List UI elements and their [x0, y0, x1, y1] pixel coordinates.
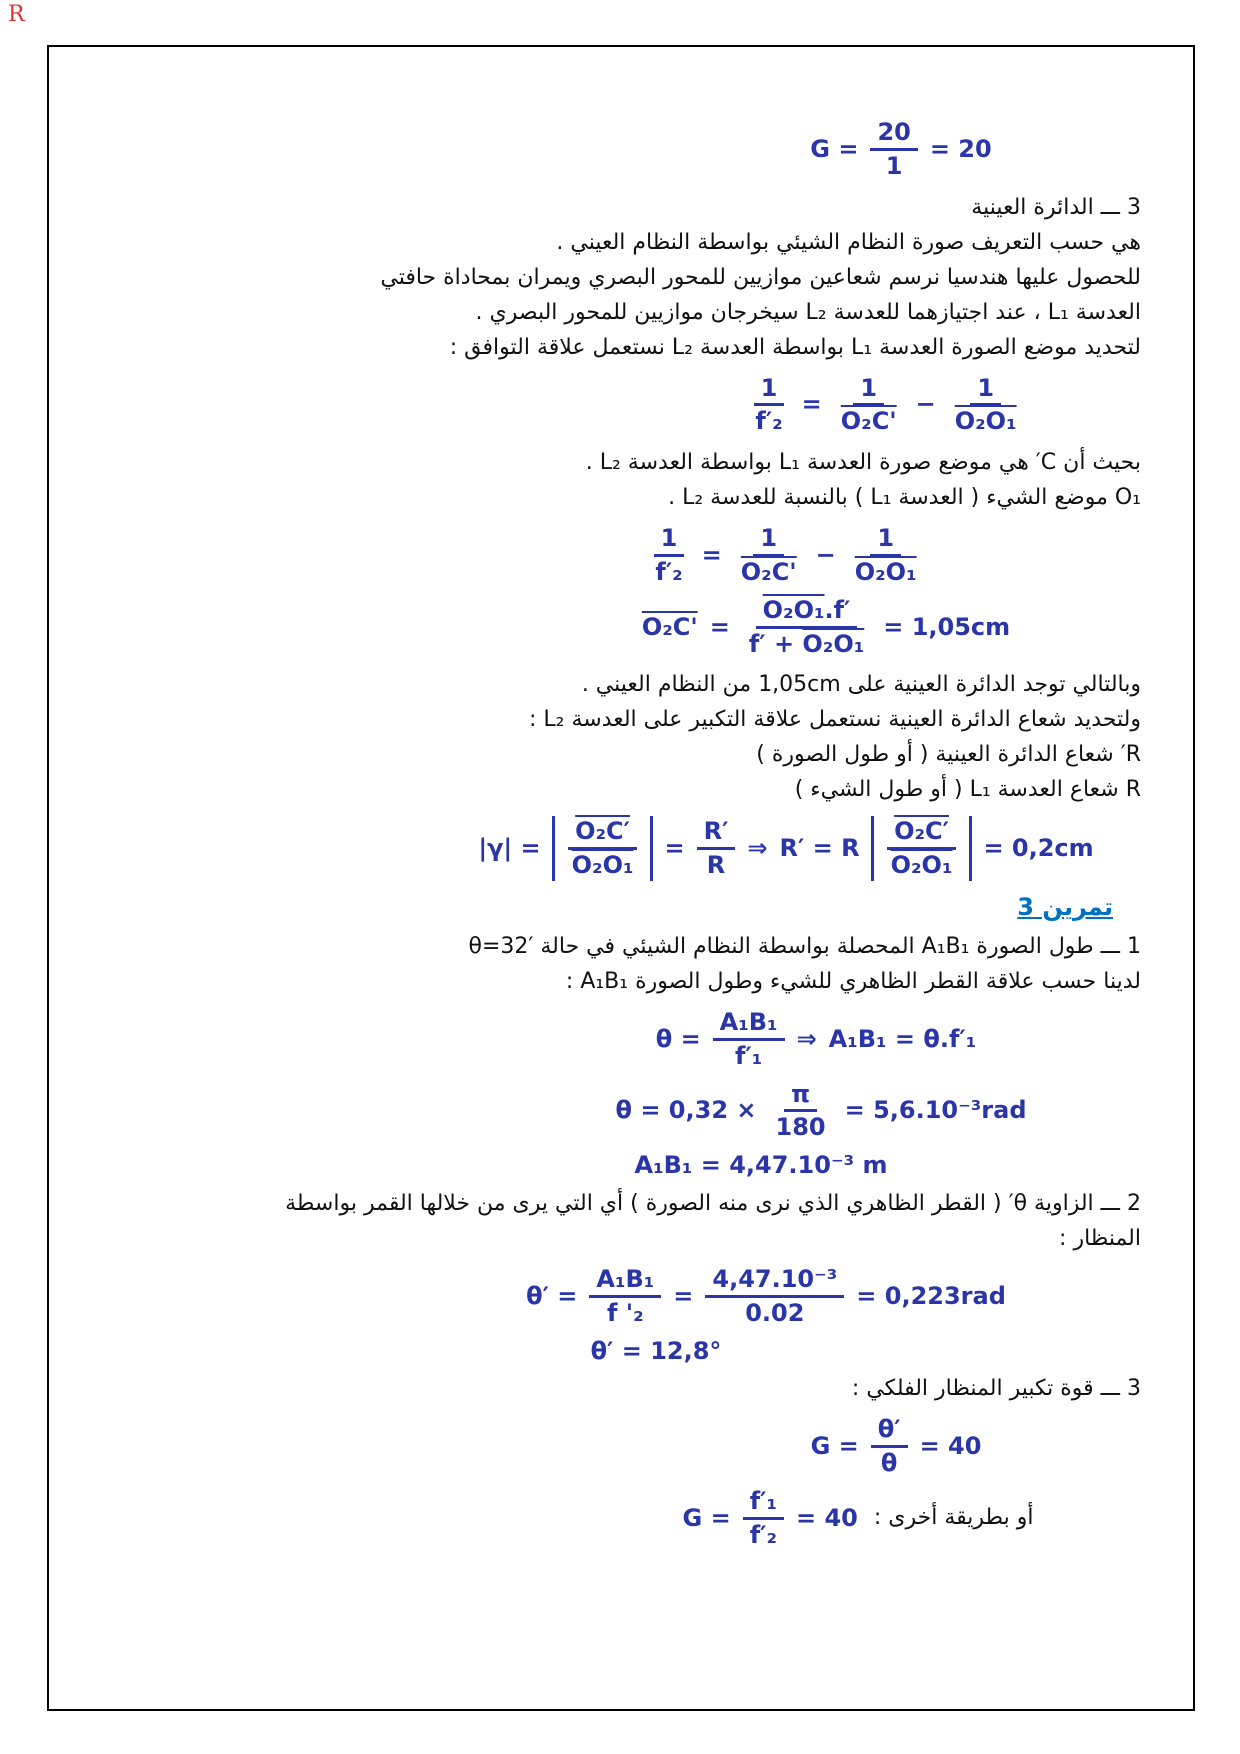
math-token: O₂O₁	[854, 557, 917, 586]
formula-g-40	[376, 1415, 1240, 1478]
math-token: θ′ =	[526, 1281, 578, 1310]
math-token: =	[701, 541, 722, 570]
math-token: O₂C′	[575, 817, 630, 846]
fraction-denominator	[743, 1520, 784, 1550]
math-token: =	[801, 390, 822, 419]
absolute-value	[871, 816, 973, 881]
fraction	[871, 1415, 908, 1478]
math-token: A₁B₁ = θ.f′₁	[828, 1024, 977, 1053]
math-token: =	[673, 1281, 694, 1310]
fraction	[948, 374, 1024, 437]
math-token: = 0,2cm	[983, 834, 1094, 863]
math-token: A₁B₁	[719, 1007, 778, 1036]
fraction-numerator	[568, 817, 637, 850]
fraction-denominator	[728, 1041, 769, 1071]
math-token: O₂O₁	[762, 595, 825, 624]
fraction-denominator	[738, 1298, 811, 1328]
math-token: G =	[810, 134, 859, 163]
fraction-numerator	[713, 1008, 785, 1041]
fraction	[713, 1008, 785, 1071]
math-token: θ = 0,32 ×	[615, 1096, 757, 1125]
math-token: R	[706, 851, 726, 880]
fraction-numerator	[697, 817, 736, 850]
fraction-numerator	[743, 1487, 784, 1520]
fraction-denominator	[834, 406, 904, 436]
math-token: O₂O₁	[954, 407, 1017, 436]
alt-method-label: أو بطريقة أخرى :	[873, 1505, 1034, 1531]
fraction-numerator	[887, 817, 956, 850]
math-token: 1	[860, 373, 878, 402]
math-token: |γ| =	[478, 834, 541, 863]
exercise3-heading: تمرين 3	[1017, 892, 1113, 921]
math-token: 1	[885, 151, 903, 180]
formula-image-position	[306, 596, 1240, 659]
fraction	[734, 524, 804, 587]
fraction-denominator	[769, 1112, 833, 1142]
page-border-frame	[47, 45, 1195, 1711]
formula-conjugation-2	[266, 524, 1240, 587]
fraction-numerator	[870, 524, 901, 557]
math-token: f′₁	[734, 1041, 763, 1070]
math-token: 1	[760, 373, 778, 402]
math-token: G =	[682, 1503, 731, 1532]
fraction	[884, 817, 960, 880]
fraction-numerator	[784, 1080, 817, 1113]
fraction	[648, 524, 689, 587]
math-token: O₂C'	[641, 612, 698, 641]
fraction-denominator	[565, 850, 641, 880]
math-token: = 40	[919, 1432, 982, 1461]
fraction	[769, 1080, 833, 1143]
math-token: A₁B₁ = 4,47.10⁻³ m	[634, 1151, 888, 1180]
formula-a1b1-value	[241, 1151, 1240, 1180]
fraction-numerator	[705, 1265, 844, 1298]
math-token: f '₂	[606, 1298, 644, 1327]
fraction	[743, 1487, 784, 1550]
paragraph-result-105: وبالتالي توجد الدائرة العينية على 1,05cm من النظام العيني .	[581, 672, 1141, 698]
fraction	[565, 817, 641, 880]
fraction-numerator	[654, 524, 685, 557]
fraction-denominator	[848, 557, 924, 587]
math-token: O₂C'	[840, 407, 897, 436]
paragraph-radius: ولتحديد شعاع الدائرة العينية نستعمل علاقة التكبير على العدسة L₂ :	[528, 707, 1141, 733]
fraction-numerator	[589, 1265, 661, 1298]
absolute-value	[552, 816, 654, 881]
paragraph-r: R شعاع العدسة L₁ ( أو طول الشيء )	[794, 777, 1141, 803]
math-token: 4,47.10⁻³	[712, 1264, 838, 1293]
formula-theta-prime	[246, 1265, 1240, 1328]
paragraph-o1: O₁ موضع الشيء ( العدسة L₁ ) بالنسبة للعدسة L₂ .	[668, 485, 1141, 511]
math-token: O₂O₁	[802, 629, 865, 658]
fraction-denominator	[948, 406, 1024, 436]
paragraph-position: لتحديد موضع الصورة العدسة L₁ بواسطة العدسة L₂ نستعمل علاقة التوافق :	[449, 334, 1141, 360]
fraction-denominator	[884, 850, 960, 880]
fraction	[848, 524, 924, 587]
formula-theta-value	[301, 1080, 1240, 1143]
paragraph-construction-2: العدسة L₁ ، عند اجتيازهما للعدسة L₂ سيخرجان موازيين للمحور البصري .	[475, 299, 1141, 325]
fraction	[589, 1265, 661, 1328]
paragraph-question3: 3 ـــ قوة تكبير المنظار الفلكي :	[851, 1376, 1141, 1402]
math-token: 1	[977, 373, 995, 402]
fraction-denominator	[742, 629, 871, 659]
fraction-denominator	[648, 557, 689, 587]
paragraph-construction-1: للحصول عليها هندسيا نرسم شعاعين موازيين للمحور البصري ويمران بمحاداة حافتي	[380, 264, 1141, 290]
math-token: f′₁	[749, 1486, 777, 1515]
paragraph-c-prime: بحيث أن C′ هي موضع صورة العدسة L₁ بواسطة العدسة L₂ .	[585, 450, 1141, 476]
fraction-numerator	[970, 374, 1001, 407]
implies-arrow: ⇒	[747, 834, 768, 863]
math-token: =	[664, 834, 685, 863]
math-token: θ	[880, 1449, 898, 1478]
math-token: π	[791, 1079, 811, 1108]
math-token: O₂C'	[740, 557, 797, 586]
math-token: θ′ = 12,8°	[590, 1336, 722, 1365]
math-token: 180	[775, 1113, 826, 1142]
math-token: G =	[810, 1432, 859, 1461]
math-token: = 1,05cm	[883, 612, 1011, 641]
math-token: θ′	[877, 1415, 901, 1444]
paragraph-definition: هي حسب التعريف صورة النظام الشيئي بواسطة النظام العيني .	[556, 229, 1141, 255]
math-token: 1	[660, 524, 678, 553]
section3-heading: 3 ـــ الدائرة العينية	[971, 194, 1141, 220]
implies-arrow: ⇒	[796, 1024, 817, 1053]
fraction	[834, 374, 904, 437]
page-content	[49, 47, 1193, 1709]
paragraph-question1: 1 ـــ طول الصورة A₁B₁ المحصلة بواسطة النظام الشيئي في حالة θ=32′	[468, 933, 1141, 959]
fraction	[870, 118, 917, 181]
paragraph-question1b: لدينا حسب علاقة القطر الظاهري للشيء وطول الصورة A₁B₁ :	[565, 968, 1141, 994]
paragraph-question2: 2 ـــ الزاوية θ′ ( القطر الظاهري الذي نرى منه الصورة ) أي التي يرى من خلالها القمر بواسطة	[285, 1190, 1141, 1216]
formula-theta-prime-degrees	[136, 1337, 1176, 1366]
fraction-numerator	[871, 1415, 908, 1448]
math-token: = 5,6.10⁻³rad	[844, 1096, 1027, 1125]
math-token: O₂O₁	[571, 851, 634, 880]
fraction-numerator	[754, 374, 785, 407]
fraction-denominator	[748, 406, 789, 436]
fraction-denominator	[734, 557, 804, 587]
math-token: θ =	[655, 1024, 701, 1053]
corner-mark: R	[8, 2, 25, 27]
math-token: f′₂	[755, 407, 783, 436]
fraction	[742, 596, 871, 659]
fraction-denominator	[700, 850, 732, 880]
math-token: R′	[703, 817, 729, 846]
fraction	[748, 374, 789, 437]
formula-g-40-alternative	[346, 1487, 1240, 1550]
math-token: −	[815, 541, 836, 570]
fraction-denominator	[879, 151, 910, 181]
formula-theta-definition	[296, 1008, 1240, 1071]
math-token: O₂C′	[894, 817, 949, 846]
math-token: f′₂	[655, 557, 683, 586]
math-token: f′₂	[749, 1520, 777, 1549]
math-token: = 40	[796, 1503, 858, 1532]
math-token: −	[915, 390, 936, 419]
math-token: O₂O₁	[890, 851, 953, 880]
math-token: f′ +	[748, 629, 803, 658]
formula-g-20	[381, 118, 1240, 181]
math-token: A₁B₁	[596, 1264, 655, 1293]
fraction-numerator	[753, 524, 784, 557]
math-token: 1	[760, 524, 778, 553]
math-token: 20	[877, 118, 911, 146]
math-token: R′ = R	[779, 834, 860, 863]
fraction-numerator	[870, 118, 917, 151]
math-token: 1	[877, 524, 895, 553]
fraction	[697, 817, 736, 880]
fraction-denominator	[874, 1448, 905, 1478]
math-token: 0.02	[745, 1298, 805, 1327]
formula-magnification	[266, 816, 1240, 881]
fraction	[705, 1265, 844, 1328]
math-token: = 20	[929, 134, 992, 163]
math-token: =	[709, 612, 730, 641]
math-token: = 0,223rad	[856, 1281, 1006, 1310]
math-token: .f′	[824, 595, 851, 624]
fraction-numerator	[756, 596, 858, 629]
fraction-denominator	[600, 1298, 651, 1328]
paragraph-question2b: المنظار :	[1059, 1225, 1141, 1251]
paragraph-r-prime: R′ شعاع الدائرة العينية ( أو طول الصورة )	[756, 742, 1141, 768]
fraction-numerator	[853, 374, 884, 407]
formula-conjugation-1	[366, 374, 1240, 437]
